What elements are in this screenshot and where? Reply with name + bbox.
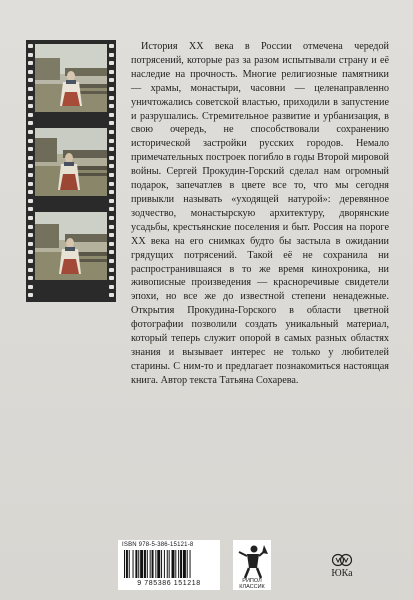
film-perforation	[28, 250, 33, 254]
barcode-bar	[155, 550, 156, 578]
barcode-bar	[150, 550, 151, 578]
film-perforation	[28, 259, 33, 263]
film-perforation	[109, 44, 114, 48]
barcode-bar	[164, 550, 165, 578]
film-perforation	[109, 164, 114, 168]
barcode-bar	[169, 550, 170, 578]
film-perforation	[109, 182, 114, 186]
photo-frame-3	[35, 212, 107, 280]
film-perforation	[109, 199, 114, 203]
film-perforation	[28, 242, 33, 246]
film-perforation	[28, 233, 33, 237]
film-perforation	[28, 104, 33, 108]
isbn-label: ISBN 978-5-386-15121-8	[122, 542, 194, 548]
film-perforation	[28, 216, 33, 220]
film-perforation	[109, 139, 114, 143]
film-perforation	[109, 233, 114, 237]
film-perforation	[109, 293, 114, 297]
film-perforation	[28, 130, 33, 134]
film-perforation	[28, 293, 33, 297]
film-perforation	[109, 87, 114, 91]
film-perforation	[28, 276, 33, 280]
film-strip-photos	[26, 40, 116, 302]
barcode-bar	[140, 550, 143, 578]
barcode-bar	[180, 550, 182, 578]
description-text-block	[131, 40, 389, 388]
film-perforation	[109, 121, 114, 125]
film-perforation	[28, 121, 33, 125]
barcode-bar	[167, 550, 168, 578]
film-perforation	[28, 96, 33, 100]
film-perforation	[28, 87, 33, 91]
barcode-bar	[147, 550, 148, 578]
barcode-bar	[187, 550, 188, 578]
film-perforation	[28, 164, 33, 168]
film-perforation	[109, 216, 114, 220]
photo-frame-2	[35, 128, 107, 196]
film-perforation	[109, 268, 114, 272]
film-perforation	[28, 61, 33, 65]
barcode-bar	[126, 550, 128, 578]
film-perforation	[109, 130, 114, 134]
film-perforation	[28, 285, 33, 289]
barcode-bar	[138, 550, 139, 578]
barcode-bar	[152, 550, 154, 578]
film-perforation	[109, 104, 114, 108]
film-perforation	[28, 156, 33, 160]
barcode-bar	[124, 550, 125, 578]
barcode-bar	[133, 550, 134, 578]
film-perforation	[109, 250, 114, 254]
film-perforation	[109, 259, 114, 263]
film-perforation	[109, 78, 114, 82]
film-perforation	[28, 225, 33, 229]
film-perforation	[28, 173, 33, 177]
film-perforation	[109, 173, 114, 177]
film-perforation	[28, 147, 33, 151]
film-perforation	[28, 190, 33, 194]
film-perforation	[109, 113, 114, 117]
film-perforation	[109, 156, 114, 160]
barcode-bar	[172, 550, 175, 578]
film-perforation	[28, 113, 33, 117]
film-perforation	[28, 78, 33, 82]
film-perforation	[28, 182, 33, 186]
barcode-bars	[124, 550, 214, 580]
film-perforation	[28, 199, 33, 203]
barcode-bar	[190, 550, 191, 578]
film-perforation	[109, 147, 114, 151]
film-perforation	[109, 242, 114, 246]
barcode	[118, 540, 220, 590]
film-perforation	[109, 70, 114, 74]
film-perforation	[28, 53, 33, 57]
film-perforation	[109, 53, 114, 57]
film-perforation	[109, 225, 114, 229]
film-perforation	[109, 61, 114, 65]
barcode-bar	[129, 550, 130, 578]
film-perforation	[28, 268, 33, 272]
publisher-name: РИПОЛ КЛАССИК	[239, 578, 265, 590]
film-perforation	[109, 96, 114, 100]
photo-frame-1	[35, 44, 107, 112]
film-perforation	[28, 70, 33, 74]
barcode-bar	[135, 550, 137, 578]
barcode-bar	[144, 550, 146, 578]
barcode-bar	[175, 550, 176, 578]
film-perforation	[109, 276, 114, 280]
film-perforation	[28, 207, 33, 211]
barcode-bar	[161, 550, 162, 578]
film-perforation	[109, 190, 114, 194]
barcode-bar	[157, 550, 160, 578]
barcode-number: 9 785386 151218	[137, 580, 201, 587]
description-paragraph: История XX века в России отмечена чередой потрясений, которые раз за разом испытывали страну и её наследие на прочность. Многие религиозные памятники — храмы, монастыри, часовни — целенаправленно уничтожались советской властью, приходили в запустение и разрушались. Стремительное развитие и урбанизация, в свою очередь, не способствовали сохранению исторической застройки русских городов. Немало примечательных построек погибло в годы Второй мировой войны. Сергей Прокудин-Горский сделал нам огромный подарок, запечатлев в цвете все то, что мы сегодня привыкли называть «уходящей натурой»: деревянное зодчество, монастырскую архитектуру, дворянские усадьбы, крестьянские поселения и быт. Россия на пороге XX века на его снимках будто бы застыла в ожидании грядущих потрясений. Такой её не сохранила ни распространившаяся в то же время кинохроника, ни живописные произведения — красноречивые свидетели эпохи, но все же до известной степени ненадежные. Открытия Прокудина-Горского в области цветной фотографии позволили создать уникальный материал, который теперь служит опорой в самых разных областях знания и вызывает интерес не только у любителей старины. С ним-то и предлагает познакомиться настоящая книга. Автор текста Татьяна Сохарева.	[131, 41, 389, 386]
film-perforation	[109, 207, 114, 211]
film-perforation	[109, 285, 114, 289]
film-perforation	[28, 139, 33, 143]
imprint-name: ЮКа	[331, 568, 353, 579]
barcode-bar	[178, 550, 179, 578]
barcode-bar	[183, 550, 186, 578]
film-perforation	[28, 44, 33, 48]
yuka-imprint-logo-icon	[331, 553, 353, 567]
